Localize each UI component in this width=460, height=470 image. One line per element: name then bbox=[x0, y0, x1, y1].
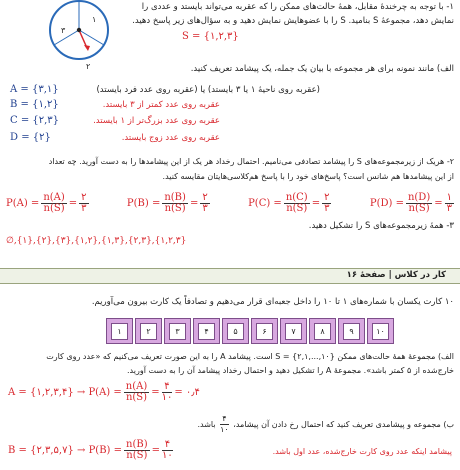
spinner-label-3: ۳ bbox=[61, 26, 66, 35]
prob-d: P(D) = $\frac{n(D)}{n(S)}$ = $\frac{۱}{۳}$ bbox=[369, 192, 452, 214]
card bbox=[222, 318, 249, 344]
spinner-diagram bbox=[48, 0, 110, 64]
card bbox=[164, 318, 191, 344]
event-a-desc: (عقربه روی ناحیهٔ ۱ یا ۳ بایستد) یا (عقربه روی عدد فرد بایستد) bbox=[96, 85, 320, 95]
card bbox=[280, 318, 307, 344]
prob-a: P(A) = $\frac{n(A)}{n(S)}$ = $\frac{۲}{۳}$ bbox=[6, 192, 87, 214]
q1-intro-line2: نمایش دهد، مجموعهٔ S بنامید. S را با عضوهایش نمایش دهید و به سؤال‌های زیر پاسخ دهید. bbox=[132, 16, 454, 26]
event-c-set: C = {۲,۳} bbox=[10, 115, 60, 126]
part-be-line: ب) مجموعه و پیشامدی تعریف کنید که احتمال رخ دادن آن پیشامد، $\frac{۴}{۱۰}$ باشد. bbox=[197, 414, 454, 434]
card-number: ۲ bbox=[140, 323, 157, 340]
part-alef-line1: الف) مجموعهٔ همهٔ حالت‌های ممکن {۱۰,...,۲,۱} = S است. پیشامد A را به این صورت تعریف می‌کنیم که «عدد روی کارت bbox=[46, 352, 454, 361]
prob-c: P(C) = $\frac{n(C)}{n(S)}$ = $\frac{۲}{۳}$ bbox=[248, 192, 330, 214]
card-number: ۳ bbox=[169, 323, 186, 340]
event-b-set: B = {۱,۲} bbox=[10, 99, 59, 110]
prob-b: P(B) = $\frac{n(B)}{n(S)}$ = $\frac{۲}{۳}$ bbox=[126, 192, 208, 214]
part-alef-formula: A = {۱,۲,۳,۴} → P(A) = $\frac{n(A)}{n(S)}$ = $\frac{۴}{۱۰}$ = ۰٫۴ bbox=[8, 381, 200, 403]
card bbox=[251, 318, 278, 344]
event-a-set: A = {۳,۱} bbox=[10, 84, 59, 95]
sample-space-answer: S = {۱,۲,۳} bbox=[182, 31, 239, 42]
card bbox=[193, 318, 220, 344]
card-number: ۸ bbox=[314, 323, 331, 340]
q2-line2: از این پیشامدها هم شانس است؟ پاسخ‌های خود را با پاسخ هم‌کلاسی‌هایتان مقایسه کنید. bbox=[162, 172, 454, 181]
card bbox=[135, 318, 162, 344]
section-title: کار در کلاس | صفحهٔ ۱۶ bbox=[346, 270, 446, 280]
cards-intro: ۱۰ کارت یکسان با شماره‌های ۱ تا ۱۰ را داخل جعبه‌ای قرار می‌دهیم و تصادفاً یک کارت بیرون می‌آوریم. bbox=[91, 297, 454, 307]
q3-text: ۳- همهٔ زیرمجموعه‌های S را تشکیل دهید. bbox=[308, 221, 454, 231]
card-number: ۹ bbox=[343, 323, 360, 340]
card bbox=[106, 318, 133, 344]
spinner-label-1: ۱ bbox=[92, 15, 97, 24]
part-be-answer: پیشامد اینکه عدد روی کارت خارج‌شده، عدد اول باشد. bbox=[272, 447, 452, 456]
event-d-set: D = {۲} bbox=[10, 132, 51, 143]
card bbox=[367, 318, 394, 344]
q1-intro-line1: ۱- با توجه به چرخندهٔ مقابل، همهٔ حالت‌های ممکن را که عقربه می‌تواند بایستد و عددی را bbox=[141, 2, 454, 12]
card-number: ۶ bbox=[256, 323, 273, 340]
card-number: ۷ bbox=[285, 323, 302, 340]
card bbox=[309, 318, 336, 344]
event-d-desc: عقربه روی عدد زوج بایستد. bbox=[121, 133, 220, 143]
event-b-desc: عقربه روی عدد کمتر از ۳ بایستد. bbox=[102, 100, 220, 110]
spinner-label-2: ۲ bbox=[86, 62, 91, 71]
q3-subsets: ∅,{۱},{۲},{۳},{۱,۲},{۱,۳},{۲,۳},{۱,۲,۳} bbox=[6, 236, 187, 246]
prob-row bbox=[6, 193, 456, 214]
card-number: ۱ bbox=[111, 323, 128, 340]
card-number: ۱۰ bbox=[372, 323, 389, 340]
card-number: ۵ bbox=[227, 323, 244, 340]
event-c-desc: عقربه روی عدد بزرگ‌تر از ۱ بایستد. bbox=[93, 116, 220, 126]
card-number: ۴ bbox=[198, 323, 215, 340]
part-be-formula: B = {۲,۳,۵,۷} → P(B) = $\frac{n(B)}{n(S)}$ = $\frac{۴}{۱۰}$ bbox=[8, 439, 173, 461]
q1-part-alef: الف) مانند نمونه برای هر مجموعه با بیان یک جمله، یک پیشامد تعریف کنید. bbox=[190, 64, 454, 74]
part-alef-line2: خارج‌شده از ۵ کمتر باشد». مجموعهٔ A را تشکیل دهید و احتمال رخداد پیشامد آن را به دست آورید. bbox=[127, 366, 454, 375]
card bbox=[338, 318, 365, 344]
q2-line1: ۲- هریک از زیرمجموعه‌های S را پیشامد تصادفی می‌نامیم. احتمال رخداد هر یک از این پیشامدها را به دست آورید. چه تعداد bbox=[48, 157, 454, 166]
card-row bbox=[106, 318, 396, 344]
